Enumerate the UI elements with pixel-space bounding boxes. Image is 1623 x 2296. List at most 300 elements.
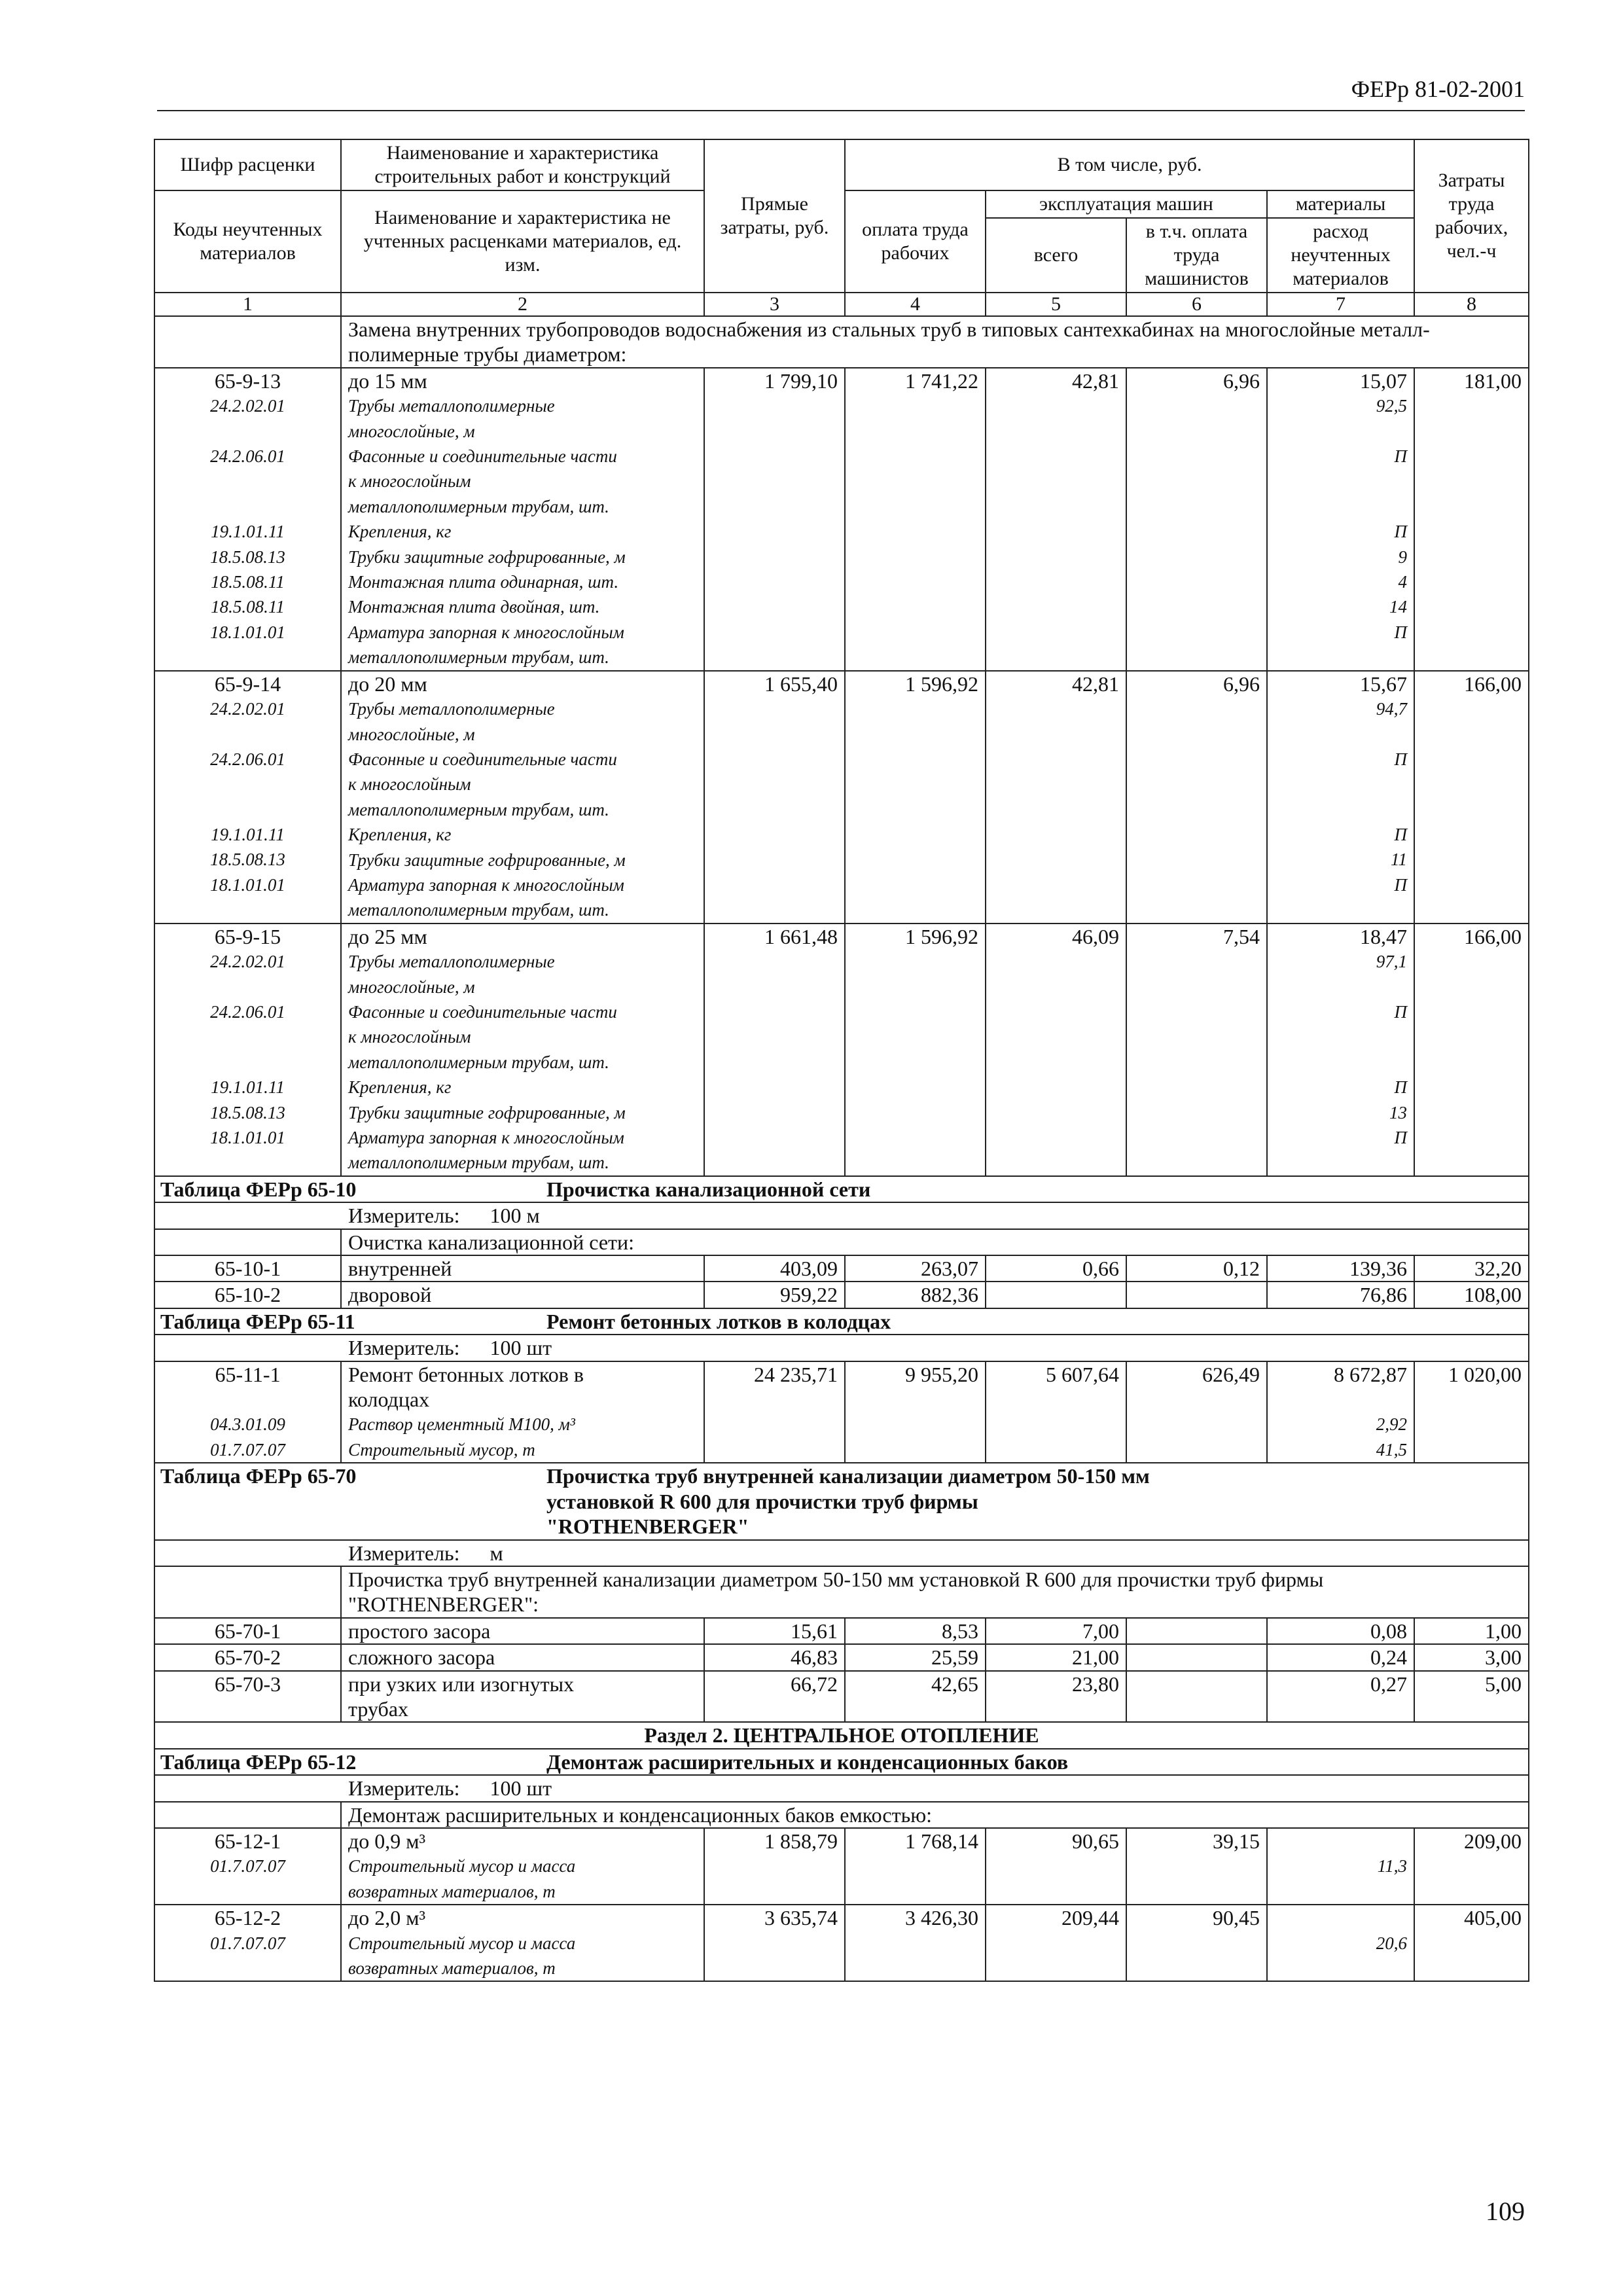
material-quantity: П: [1394, 749, 1408, 769]
direct-costs: 403,09: [704, 1255, 845, 1282]
machines-total: 209,44: [986, 1905, 1126, 1981]
material-code: [162, 897, 334, 922]
price-row: [154, 368, 1529, 671]
machines-labor: 626,49: [1126, 1361, 1267, 1463]
labor-pay: 1 596,92: [845, 924, 986, 1176]
materials-cost: 15,67: [1360, 672, 1408, 696]
rate-code-cell: [154, 368, 341, 671]
machines-labor: 0,12: [1126, 1255, 1267, 1282]
labor-pay: 3 426,30: [845, 1905, 986, 1981]
rate-code-cell: [154, 1828, 341, 1905]
rate-code-cell: [154, 924, 341, 1176]
material-code: 24.2.02.01: [210, 952, 285, 972]
materials-cost: 0,24: [1267, 1644, 1414, 1670]
header-machines: эксплуатация машин: [986, 190, 1267, 218]
labor-hours: 32,20: [1414, 1255, 1529, 1282]
material-code: [162, 494, 334, 519]
machines-total: 46,09: [986, 924, 1126, 1176]
table-title-row: [154, 1308, 1529, 1335]
material-quantity: [1274, 645, 1407, 670]
material-quantity: 11,3: [1377, 1856, 1408, 1876]
machines-total: 21,00: [986, 1644, 1126, 1670]
rate-code: 65-70-2: [154, 1644, 341, 1670]
page-number: 109: [1486, 2197, 1525, 2226]
material-name: к многослойным: [348, 471, 471, 492]
material-code: [162, 772, 334, 797]
material-quantity: 13: [1389, 1102, 1408, 1122]
material-quantity: [1274, 1150, 1407, 1175]
material-code: [162, 722, 334, 747]
materials-cost: 76,86: [1267, 1282, 1414, 1308]
materials-cost: 18,47: [1360, 924, 1408, 948]
table-title-cell: [154, 1176, 1529, 1202]
material-name: Фасонные и соединительные части: [348, 446, 617, 467]
material-quantity: [1274, 469, 1407, 493]
material-code: 19.1.01.11: [211, 1077, 285, 1098]
material-name: Трубки защитные гофрированные, м: [348, 547, 626, 567]
material-code: [162, 469, 334, 493]
material-name: Строительный мусор и масса: [348, 1933, 576, 1953]
header-labor-hours: Затраты труда рабочих, чел.-ч: [1414, 139, 1529, 293]
direct-costs: 959,22: [704, 1282, 845, 1308]
labor-pay: 25,59: [845, 1644, 986, 1670]
material-quantity: П: [1394, 874, 1408, 895]
material-code: 18.1.01.01: [210, 1127, 285, 1147]
column-number: 8: [1414, 293, 1529, 316]
material-name: металлополимерным трубам, шт.: [348, 496, 609, 516]
material-name: Трубки защитные гофрированные, м: [348, 1102, 626, 1122]
rate-code: 65-70-1: [154, 1618, 341, 1644]
group-intro-row: [154, 316, 1529, 368]
direct-costs: 66,72: [704, 1671, 845, 1723]
header-direct-costs: Прямые затраты, руб.: [704, 139, 845, 293]
machines-labor: 7,54: [1126, 924, 1267, 1176]
materials-cell: [1267, 368, 1414, 671]
material-name: Строительный мусор, т: [348, 1439, 535, 1460]
material-name: к многослойным: [348, 1027, 471, 1047]
group-intro: Очистка канализационной сети:: [341, 1229, 1529, 1255]
work-name: до 15 мм: [348, 368, 427, 393]
work-name: колодцах: [348, 1388, 430, 1412]
work-name: [341, 1618, 704, 1644]
materials-cost: 8 672,87: [1334, 1362, 1408, 1386]
column-number: 1: [154, 293, 341, 316]
labor-pay: 1 768,14: [845, 1828, 986, 1905]
material-code: 01.7.07.07: [210, 1439, 285, 1460]
material-code: 01.7.07.07: [210, 1933, 285, 1953]
table-header: [154, 139, 1529, 293]
measure-row: [154, 1775, 1529, 1801]
material-code: 18.5.08.13: [210, 547, 285, 567]
work-name-line: трубах: [348, 1696, 409, 1721]
price-row: [154, 1618, 1529, 1644]
materials-cost: 15,07: [1360, 368, 1408, 393]
table-title-line: Прочистка труб внутренней канализации диаметром 50-150 мм: [546, 1464, 1150, 1488]
table-title-line: "ROTHENBERGER": [546, 1515, 749, 1539]
material-name: Трубы металлополимерные: [348, 952, 555, 972]
material-name: металлополимерным трубам, шт.: [348, 799, 609, 819]
material-code: 19.1.01.11: [211, 522, 285, 542]
column-number: 6: [1126, 293, 1267, 316]
material-name: Строительный мусор и масса: [348, 1856, 576, 1876]
material-code: 18.5.08.13: [210, 850, 285, 870]
materials-cell: [1267, 1361, 1414, 1463]
material-quantity: 9: [1398, 547, 1408, 567]
column-numbers-row: [154, 293, 1529, 316]
material-quantity: [1274, 1879, 1407, 1904]
header-labor-pay: оплата труда рабочих: [845, 190, 986, 293]
header-incl: В том числе, руб.: [845, 139, 1414, 190]
rate-code: 65-10-1: [154, 1255, 341, 1282]
measure-value: 100 шт: [490, 1776, 552, 1801]
material-name: Раствор цементный М100, м³: [348, 1414, 575, 1435]
header-name-sub: Наименование и характеристика не учтенных расценками материалов, ед. изм.: [341, 190, 704, 293]
measure-row: [154, 1335, 1529, 1361]
price-row: [154, 1644, 1529, 1670]
work-name: до 2,0 м³: [348, 1906, 426, 1930]
empty-cell: [154, 316, 341, 368]
material-code: 18.1.01.01: [210, 874, 285, 895]
rate-code: 65-11-1: [215, 1362, 281, 1386]
table-body: [154, 293, 1529, 1981]
direct-costs: 1 661,48: [704, 924, 845, 1176]
material-quantity: [1274, 1024, 1407, 1049]
material-quantity: П: [1394, 446, 1408, 467]
material-code: 18.1.01.01: [210, 622, 285, 642]
column-number: 5: [986, 293, 1126, 316]
material-quantity: П: [1394, 622, 1408, 642]
material-code: 01.7.07.07: [210, 1856, 285, 1876]
labor-hours: 108,00: [1414, 1282, 1529, 1308]
table-label: Таблица ФЕРр 65-70: [160, 1464, 357, 1488]
header-code: Шифр расценки: [154, 139, 341, 190]
machines-total: 23,80: [986, 1671, 1126, 1723]
column-number: 7: [1267, 293, 1414, 316]
table-label: Таблица ФЕРр 65-10: [160, 1177, 357, 1201]
machines-total: [986, 1282, 1126, 1308]
material-code: [162, 975, 334, 999]
work-name: [341, 1671, 704, 1723]
labor-pay: 8,53: [845, 1618, 986, 1644]
table-title: Ремонт бетонных лотков в колодцах: [546, 1309, 891, 1333]
direct-costs: 15,61: [704, 1618, 845, 1644]
labor-hours: 209,00: [1414, 1828, 1529, 1905]
table-title-row: [154, 1176, 1529, 1202]
rate-code: 65-12-1: [214, 1829, 281, 1853]
material-code: [162, 1024, 334, 1049]
work-name: до 0,9 м³: [348, 1829, 426, 1853]
rate-code: 65-70-3: [154, 1671, 341, 1723]
table-title-cell: [154, 1749, 1529, 1775]
material-code: 18.5.08.11: [211, 597, 285, 617]
material-quantity: 2,92: [1376, 1414, 1408, 1435]
material-code: [162, 419, 334, 444]
material-name: Арматура запорная к многослойным: [348, 622, 624, 642]
material-quantity: [1274, 1050, 1407, 1075]
material-quantity: 92,5: [1376, 396, 1408, 416]
measure-label: Измеритель:: [348, 1336, 460, 1360]
material-quantity: [1274, 419, 1407, 444]
material-quantity: [1274, 772, 1407, 797]
empty-cell: [154, 1229, 341, 1255]
material-quantity: 14: [1389, 597, 1408, 617]
machines-total: 5 607,64: [986, 1361, 1126, 1463]
material-code: 24.2.02.01: [210, 396, 285, 416]
material-name: к многослойным: [348, 774, 471, 795]
work-name: дворовой: [341, 1282, 704, 1308]
header-code-sub: Коды неучтенных материалов: [154, 190, 341, 293]
material-code: [162, 1956, 334, 1981]
rate-code: 65-9-13: [214, 368, 281, 393]
header-name: Наименование и характеристика строительных работ и конструкций: [341, 139, 704, 190]
empty-cell: [154, 1802, 341, 1828]
work-name-cell: [341, 1361, 704, 1463]
material-quantity: 4: [1398, 572, 1408, 592]
work-name-cell: [341, 1828, 704, 1905]
work-name: [341, 1644, 704, 1670]
labor-hours: 181,00: [1414, 368, 1529, 671]
price-row: [154, 924, 1529, 1176]
material-code: 24.2.06.01: [210, 749, 285, 769]
material-name: металлополимерным трубам, шт.: [348, 1052, 609, 1072]
labor-hours: 1 020,00: [1414, 1361, 1529, 1463]
labor-hours: 166,00: [1414, 671, 1529, 924]
materials-cost: 0,27: [1267, 1671, 1414, 1723]
group-intro: [341, 1566, 1529, 1618]
rate-code-cell: [154, 671, 341, 924]
material-code: [162, 797, 334, 822]
rate-code: 65-12-2: [214, 1906, 281, 1930]
material-quantity: 94,7: [1376, 699, 1408, 719]
material-code: [162, 1879, 334, 1904]
measure-value: 100 шт: [490, 1336, 552, 1360]
work-name-cell: [341, 671, 704, 924]
material-name: Трубы металлополимерные: [348, 396, 555, 416]
material-quantity: [1274, 897, 1407, 922]
materials-cost: [1274, 1905, 1407, 1930]
material-code: 24.2.06.01: [210, 1001, 285, 1022]
material-name: многослойные, м: [348, 724, 475, 744]
machines-labor: 6,96: [1126, 671, 1267, 924]
material-name: металлополимерным трубам, шт.: [348, 1153, 609, 1173]
direct-costs: 1 799,10: [704, 368, 845, 671]
table-title-line: установкой R 600 для прочистки труб фирмы: [546, 1489, 978, 1513]
material-name: многослойные, м: [348, 977, 475, 997]
measure-label: Измеритель:: [348, 1541, 460, 1565]
material-quantity: [1274, 797, 1407, 822]
material-code: 04.3.01.09: [210, 1414, 285, 1435]
material-quantity: П: [1394, 825, 1408, 845]
material-quantity: [1274, 494, 1407, 519]
labor-pay: 263,07: [845, 1255, 986, 1282]
column-number: 4: [845, 293, 986, 316]
machines-labor: 6,96: [1126, 368, 1267, 671]
measure-row: [154, 1202, 1529, 1229]
machines-total: 7,00: [986, 1618, 1126, 1644]
group-intro-row: [154, 1802, 1529, 1828]
material-code: [162, 645, 334, 670]
machines-total: 42,81: [986, 368, 1126, 671]
header-materials: материалы: [1267, 190, 1414, 218]
work-name: внутренней: [341, 1255, 704, 1282]
material-code: 24.2.02.01: [210, 699, 285, 719]
price-row: [154, 1282, 1529, 1308]
direct-costs: 1 655,40: [704, 671, 845, 924]
materials-cell: [1267, 1905, 1414, 1981]
work-name-line: при узких или изогнутых: [348, 1672, 575, 1696]
material-quantity: П: [1394, 1127, 1408, 1147]
material-quantity: [1274, 1956, 1407, 1981]
material-quantity: 11: [1391, 850, 1408, 870]
section-title-row: [154, 1722, 1529, 1748]
group-intro: Демонтаж расширительных и конденсационных баков емкостью:: [341, 1802, 1529, 1828]
measure-cell: [154, 1540, 1529, 1566]
machines-labor: [1126, 1618, 1267, 1644]
group-intro: Замена внутренних трубопроводов водоснабжения из стальных труб в типовых сантехкабинах на многослойные металл-полимерные трубы диаметром:: [341, 316, 1529, 368]
material-name: Монтажная плита одинарная, шт.: [348, 572, 619, 592]
materials-cell: [1267, 671, 1414, 924]
material-code: 18.5.08.11: [211, 572, 285, 592]
table-title-cell: [154, 1463, 1529, 1539]
material-name: Арматура запорная к многослойным: [348, 1128, 624, 1147]
price-row: [154, 1361, 1529, 1463]
material-code: [162, 1050, 334, 1075]
machines-total: 90,65: [986, 1828, 1126, 1905]
material-name: Монтажная плита двойная, шт.: [348, 597, 600, 617]
material-name: Крепления, кг: [348, 1077, 452, 1098]
material-quantity: П: [1394, 1001, 1408, 1022]
material-name: металлополимерным трубам, шт.: [348, 647, 609, 668]
measure-label: Измеритель:: [348, 1204, 460, 1228]
price-row: [154, 671, 1529, 924]
empty-cell: [154, 1566, 341, 1618]
price-row: [154, 1255, 1529, 1282]
header-materials-sub: расход неучтенных материалов: [1267, 218, 1414, 293]
document-header: [157, 73, 1525, 111]
rate-code: 65-10-2: [154, 1282, 341, 1308]
rates-table: [154, 139, 1529, 1982]
rate-code-cell: [154, 1361, 341, 1463]
material-code: 24.2.06.01: [210, 446, 285, 467]
material-quantity: П: [1394, 1077, 1408, 1098]
header-machines-total: всего: [986, 218, 1126, 293]
material-name: возвратных материалов, т: [348, 1881, 556, 1901]
section-title: Раздел 2. ЦЕНТРАЛЬНОЕ ОТОПЛЕНИЕ: [154, 1722, 1529, 1748]
labor-pay: 882,36: [845, 1282, 986, 1308]
group-intro-line: Прочистка труб внутренней канализации диаметром 50-150 мм установкой R 600 для прочистки труб фирмы: [348, 1567, 1324, 1591]
machines-labor: 90,45: [1126, 1905, 1267, 1981]
materials-cost: 139,36: [1267, 1255, 1414, 1282]
materials-cell: [1267, 924, 1414, 1176]
header-machines-labor: в т.ч. оплата труда машинистов: [1126, 218, 1267, 293]
material-name: металлополимерным трубам, шт.: [348, 900, 609, 920]
spacer: [162, 1387, 334, 1412]
labor-hours: 5,00: [1414, 1671, 1529, 1723]
direct-costs: 3 635,74: [704, 1905, 845, 1981]
material-name: Трубы металлополимерные: [348, 699, 555, 719]
measure-row: [154, 1540, 1529, 1566]
labor-hours: 405,00: [1414, 1905, 1529, 1981]
materials-cost: [1274, 1829, 1407, 1854]
document-code: ФЕРр 81-02-2001: [1351, 76, 1525, 102]
table-label: Таблица ФЕРр 65-12: [160, 1749, 357, 1774]
machines-total: 42,81: [986, 671, 1126, 924]
measure-cell: [154, 1775, 1529, 1801]
rate-code: 65-9-15: [214, 924, 281, 948]
rate-code-cell: [154, 1905, 341, 1981]
group-intro-row: [154, 1229, 1529, 1255]
measure-value: м: [490, 1541, 503, 1565]
price-row: [154, 1828, 1529, 1905]
material-name: Крепления, кг: [348, 522, 452, 542]
measure-label: Измеритель:: [348, 1776, 460, 1801]
material-quantity: [1274, 975, 1407, 999]
material-code: 19.1.01.11: [211, 825, 285, 845]
material-name: Трубки защитные гофрированные, м: [348, 850, 626, 870]
machines-labor: 39,15: [1126, 1828, 1267, 1905]
table-title: [546, 1463, 1502, 1539]
table-title-row: [154, 1749, 1529, 1775]
column-number: 3: [704, 293, 845, 316]
work-name-line: сложного засора: [348, 1645, 495, 1670]
machines-labor: [1126, 1671, 1267, 1723]
measure-value: 100 м: [490, 1204, 540, 1228]
material-quantity: 41,5: [1376, 1439, 1408, 1460]
machines-labor: [1126, 1644, 1267, 1670]
material-name: Фасонные и соединительные части: [348, 1001, 617, 1022]
labor-hours: 1,00: [1414, 1618, 1529, 1644]
direct-costs: 46,83: [704, 1644, 845, 1670]
table-title-row: [154, 1463, 1529, 1539]
material-quantity: [1274, 722, 1407, 747]
price-row: [154, 1905, 1529, 1981]
direct-costs: 1 858,79: [704, 1828, 845, 1905]
work-name: Ремонт бетонных лотков в: [348, 1362, 584, 1386]
work-name-cell: [341, 1905, 704, 1981]
column-number: 2: [341, 293, 704, 316]
measure-cell: [154, 1335, 1529, 1361]
measure-cell: [154, 1202, 1529, 1229]
labor-hours: 166,00: [1414, 924, 1529, 1176]
material-name: возвратных материалов, т: [348, 1958, 556, 1978]
material-quantity: 20,6: [1376, 1933, 1408, 1953]
labor-pay: 1 741,22: [845, 368, 986, 671]
table-title: Прочистка канализационной сети: [546, 1177, 871, 1201]
material-quantity: 97,1: [1376, 952, 1408, 972]
materials-cell: [1267, 1828, 1414, 1905]
material-name: Крепления, кг: [348, 825, 452, 845]
work-name-cell: [341, 368, 704, 671]
labor-hours: 3,00: [1414, 1644, 1529, 1670]
labor-pay: 9 955,20: [845, 1361, 986, 1463]
material-name: многослойные, м: [348, 421, 475, 441]
table-title-cell: [154, 1308, 1529, 1335]
work-name: до 20 мм: [348, 672, 427, 696]
rate-code: 65-9-14: [214, 672, 281, 696]
group-intro-line: "ROTHENBERGER":: [348, 1592, 539, 1617]
work-name-line: простого засора: [348, 1619, 491, 1643]
group-intro-row: [154, 1566, 1529, 1618]
materials-cost: 0,08: [1267, 1618, 1414, 1644]
spacer: [1274, 1387, 1407, 1412]
material-quantity: П: [1394, 522, 1408, 542]
material-name: Арматура запорная к многослойным: [348, 874, 624, 895]
direct-costs: 24 235,71: [704, 1361, 845, 1463]
labor-pay: 1 596,92: [845, 671, 986, 924]
machines-total: 0,66: [986, 1255, 1126, 1282]
table-title: Демонтаж расширительных и конденсационных баков: [546, 1749, 1069, 1774]
work-name: до 25 мм: [348, 924, 427, 948]
